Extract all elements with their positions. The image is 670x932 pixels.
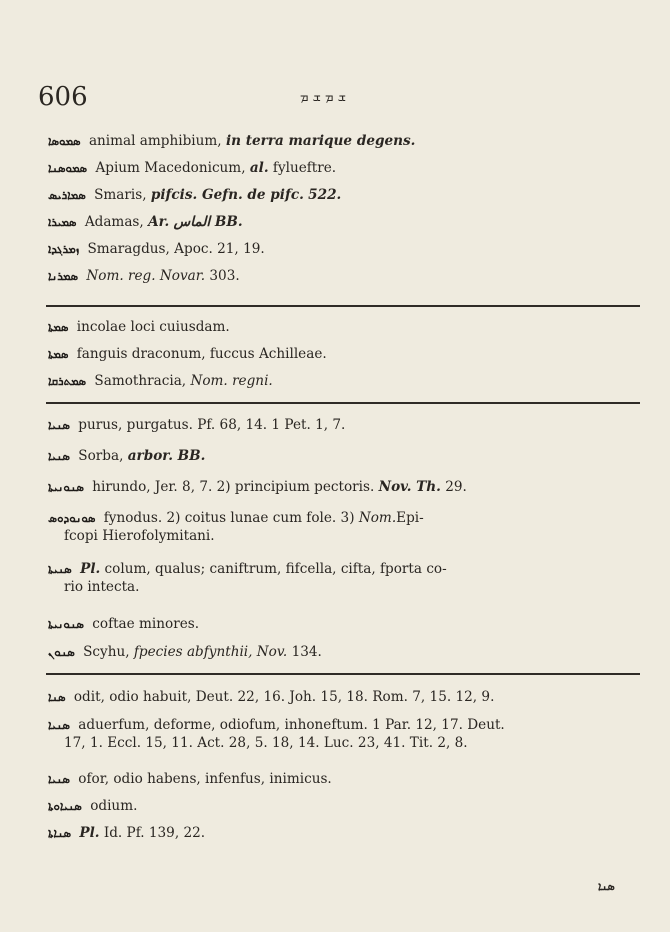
definition: Adamas, <box>84 214 144 230</box>
definition-tail: Epi- <box>396 510 424 526</box>
definition-tail: الماس BB. <box>173 214 243 230</box>
continuation-line: 17, 1. Eccl. 15, 11. Act. 28, 5. 18, 14. Luc. 23, 41. Tit. 2, 8. <box>64 735 468 751</box>
definition: fynodus. 2) coitus lunae cum fole. 3) <box>103 510 355 526</box>
syriac-headword: ܣܡܬܐ <box>48 347 69 361</box>
entry <box>48 824 638 842</box>
syriac-headword: ܣܡܘܣܐ <box>48 134 81 148</box>
syriac-headword: ܣܢܝܐ <box>48 772 70 786</box>
italic-note: Nom. regni. <box>190 373 273 389</box>
syriac-headword: ܣܢܐ <box>48 690 66 704</box>
entry <box>48 267 638 285</box>
definition: animal amphibium, <box>88 133 222 149</box>
syriac-headword: ܙܡܪܓܕܐ <box>48 242 80 256</box>
entry <box>48 770 638 788</box>
italic-note: Pl. <box>80 561 101 577</box>
definition: ofor, odio habens, infenfus, inimicus. <box>78 771 332 787</box>
definition: Id. Pf. 139, 22. <box>103 825 206 841</box>
syriac-headword: ܣܢܝܐܘܬܐ <box>48 799 82 813</box>
continuation-line: rio intecta. <box>64 579 140 595</box>
syriac-headword: ܣܡܬܐ <box>48 320 69 334</box>
entry <box>48 240 638 258</box>
entry <box>48 345 638 363</box>
definition: odium. <box>90 798 138 814</box>
definition: purus, purgatus. Pf. 68, 14. 1 Pet. 1, 7. <box>78 417 346 433</box>
italic-note: Pl. <box>79 825 100 841</box>
syriac-headword: ܣܢܘܢ <box>48 645 75 659</box>
definition-tail: fylueftre. <box>272 160 337 176</box>
entry <box>48 797 638 815</box>
entry <box>48 560 638 596</box>
definition: aduerfum, deforme, odiofum, inhoneftum. 1 Par. 12, 17. Deut. <box>78 717 505 733</box>
definition: odit, odio habuit, Deut. 22, 16. Joh. 15, 18. Rom. 7, 15. 12, 9. <box>73 689 495 705</box>
entry <box>48 132 638 150</box>
definition: hirundo, Jer. 8, 7. 2) principium pectoris. <box>92 479 375 495</box>
entry <box>48 416 638 434</box>
section-rule <box>46 402 640 404</box>
syriac-headword: ܣܢܝܐ <box>48 718 70 732</box>
syriac-headword: ܣܢܘܢܝܬܐ <box>48 480 84 494</box>
entry <box>48 643 638 661</box>
italic-note: Nom. reg. Novar. <box>86 268 206 284</box>
page-header <box>38 82 638 116</box>
italic-note: fpecies abfynthii, Nov. <box>133 644 288 660</box>
page-number: 606 <box>38 82 88 112</box>
entry <box>48 372 638 390</box>
continuation-line: fcopi Hierofolymitani. <box>64 528 215 544</box>
definition-tail: 303. <box>209 268 240 284</box>
italic-note: al. <box>249 160 269 176</box>
entry <box>48 318 638 336</box>
definition: Scyhu, <box>83 644 130 660</box>
syriac-headword: ܣܡܝܪܐ <box>48 215 77 229</box>
syriac-headword: ܣܡܘܣܢܐ <box>48 161 88 175</box>
syriac-headword: ܣܡܐܪܝܣ <box>48 188 86 202</box>
definition: Samothracia, <box>94 373 187 389</box>
syriac-headword: ܣܢܝܐ <box>48 418 70 432</box>
definition: colum, qualus; caniftrum, fifcella, cifta, fporta co- <box>104 561 447 577</box>
definition: incolae loci cuiusdam. <box>76 319 230 335</box>
definition-tail: 134. <box>291 644 322 660</box>
syriac-headword: ܣܢܐܬܐ <box>48 826 72 840</box>
entry <box>48 213 638 231</box>
definition: fanguis draconum, fuccus Achilleae. <box>76 346 327 362</box>
syriac-headword: ܣܢܝܬܐ <box>48 562 72 576</box>
entry <box>48 509 638 545</box>
definition: Smaris, <box>94 187 147 203</box>
definition: Smaragdus, Apoc. 21, 19. <box>87 241 265 257</box>
entry <box>48 688 638 706</box>
italic-note: Ar. <box>148 214 170 230</box>
definition: Sorba, <box>78 448 124 464</box>
entry <box>48 159 638 177</box>
entry <box>48 615 638 633</box>
entry <box>48 186 638 204</box>
italic-note: in terra marique degens. <box>225 133 416 149</box>
entry <box>48 447 638 465</box>
italic-note: arbor. BB. <box>127 448 206 464</box>
syriac-headword: ܣܡܬܪܩܐ <box>48 374 87 388</box>
italic-note: pifcis. Gefn. de pifc. <box>150 187 304 203</box>
section-rule <box>46 673 640 675</box>
entry <box>48 478 638 496</box>
definition: coftae minores. <box>92 616 200 632</box>
syriac-headword: ܣܘܢܘܕܘܣ <box>48 511 96 525</box>
italic-note: Nom. <box>358 510 397 526</box>
catchword: ܣܢܐ <box>598 880 615 893</box>
entry <box>48 716 638 752</box>
syriac-headword: ܣܡܪܢܐ <box>48 269 79 283</box>
syriac-headword: ܣܢܘܢܝܬܐ <box>48 617 84 631</box>
italic-note: Nov. Th. <box>378 479 441 495</box>
running-head: ܫ ܡ ܫ ܡ <box>300 90 346 105</box>
definition: Apium Macedonicum, <box>95 160 246 176</box>
definition-tail: 522. <box>308 187 342 203</box>
definition-tail: 29. <box>445 479 467 495</box>
section-rule <box>46 305 640 307</box>
syriac-headword: ܣܢܝܐ <box>48 449 70 463</box>
